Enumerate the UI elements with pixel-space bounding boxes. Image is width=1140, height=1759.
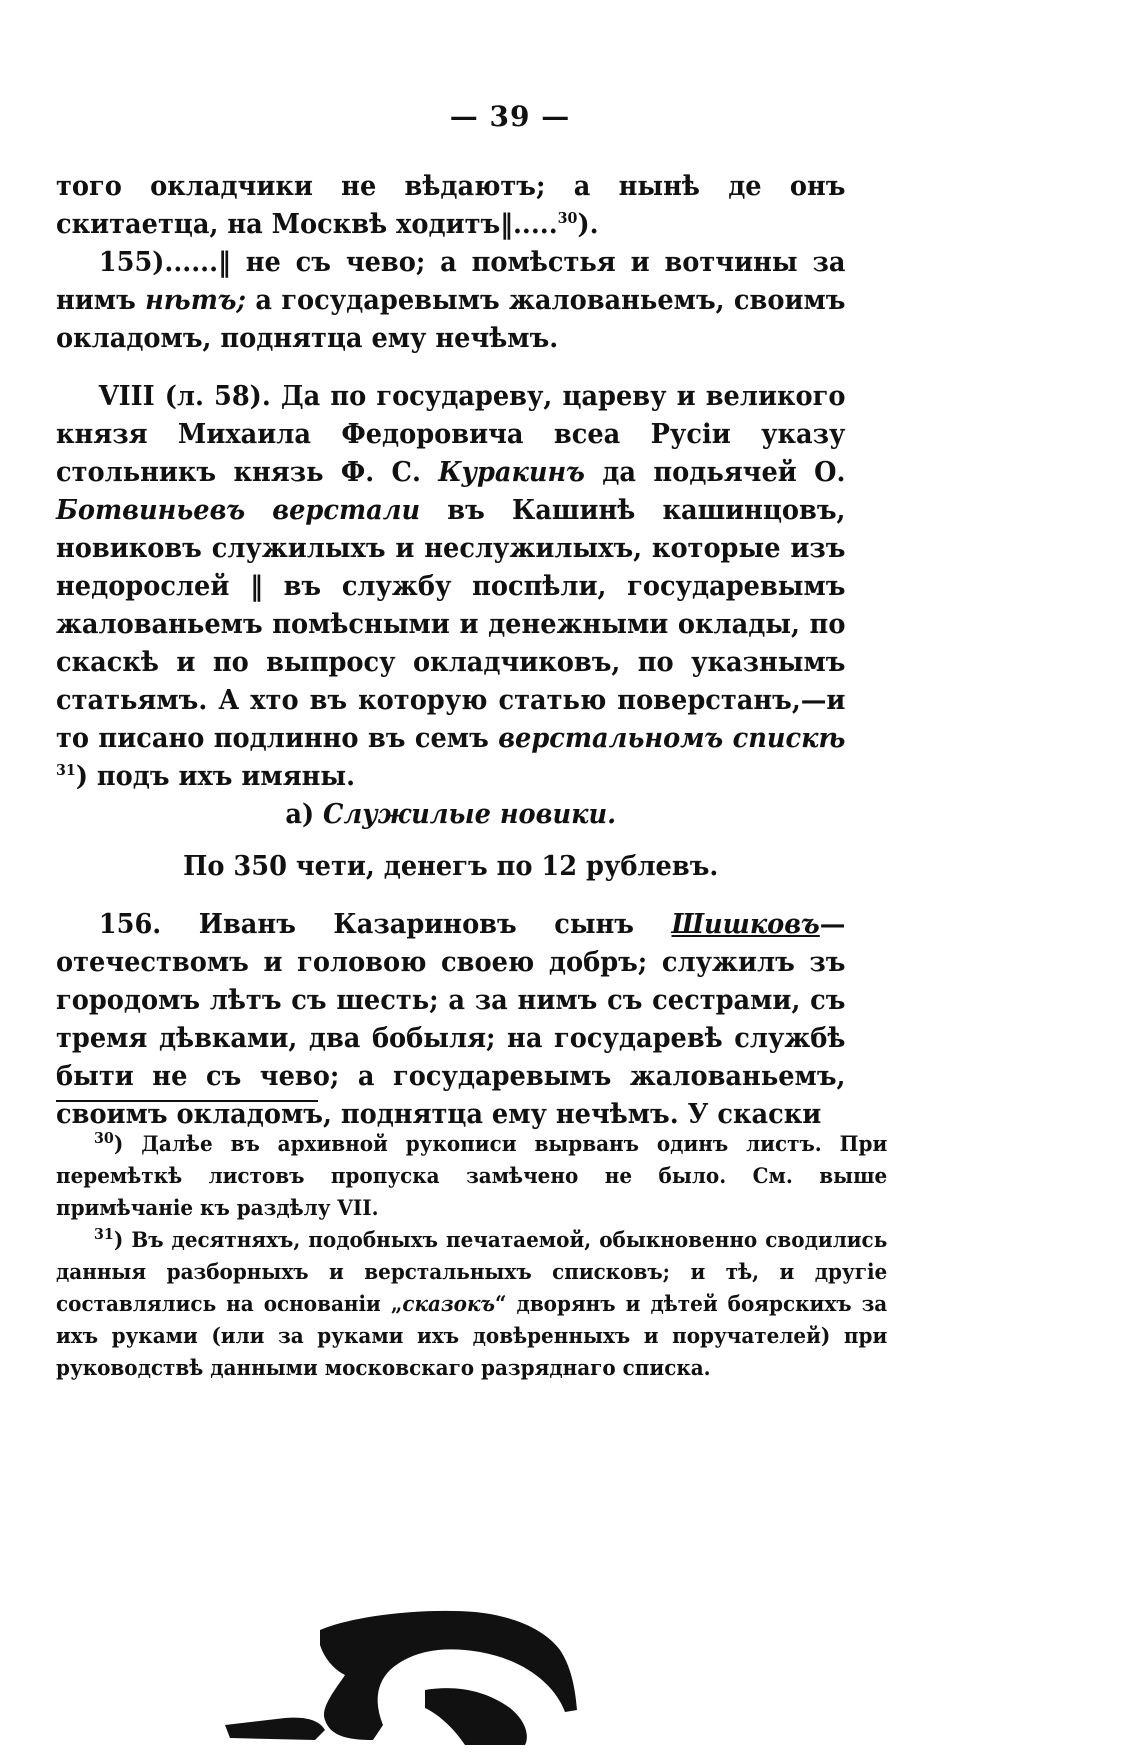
- footnote-ref-31: 31: [56, 761, 76, 779]
- paragraph-section-viii: VIII (л. 58). Да по государеву, цареву и великого князя Михаила Федоровича всеа Русiи указу стольникъ князь Ф. С. Куракинъ да подьячей О. Ботвиньевъ верстали въ Кашинѣ кашинцовъ, новиковъ служилыхъ и неслужилыхъ, которые изъ недорослей ‖ въ службу поспѣли, государевымъ жалованьемъ помѣсными и денежными оклады, по скаскѣ и по выпросу окладчиковъ, по указнымъ статьямъ. А хто въ которую статью поверстанъ,—и то писано подлинно въ семъ верстальномъ спискѣ $^{31}$) подъ ихъ имяны.: [56, 381, 846, 792]
- ink-blot-mark: [225, 1590, 585, 1750]
- footnote-30: $^{30}$) Далѣе въ архивной рукописи вырванъ одинъ листъ. При перемѣткѣ листовъ пропуска замѣчено не было. См. выше примѣчанiе къ раздѣлу VII.: [56, 1129, 888, 1220]
- footnote-31: $^{31}$) Въ десятняхъ, подобныхъ печатаемой, обыкновенно сводились данныя разборныхъ и верстальныхъ списковъ; и тѣ, и другiе составлялись на основанiи „сказокъ“ дворянъ и дѣтей боярскихъ за ихъ руками (или за руками ихъ довѣренныхъ и поручателей) при руководствѣ данными московскаго разряднаго списка.: [56, 1225, 888, 1380]
- section-heading: а) Служилые новики.: [285, 799, 617, 830]
- paragraph-continuation: того окладчики не вѣдаютъ; а нынѣ де онъ скитаетца, на Москвѣ ходитъ‖.....$^{30}$).: [56, 171, 846, 240]
- footnotes: [56, 1128, 887, 1384]
- footnote-separator: [56, 1100, 318, 1102]
- footnote-ref-30: 30: [557, 209, 578, 227]
- subheading: По 350 чети, денегъ по 12 рублевъ.: [183, 851, 719, 882]
- page-number: — 39 —: [449, 100, 571, 133]
- paragraph-155: 155)......‖ не съ чево; а помѣстья и вотчины за нимъ нѣтъ; а государевымъ жалованьемъ, своимъ окладомъ, поднятца ему нечѣмъ.: [56, 247, 846, 354]
- paragraph-156: 156. Иванъ Казариновъ сынъ Шишковъ—отечествомъ и головою своею добръ; служилъ зъ городомъ лѣтъ съ шесть; а за нимъ съ сестрами, съ тремя дѣвками, два бобыля; на государевѣ службѣ быти не съ чево; а государевымъ жалованьемъ, своимъ окладомъ, поднятца ему нечѣмъ. У скаски: [56, 909, 846, 1130]
- main-text: [56, 168, 845, 1134]
